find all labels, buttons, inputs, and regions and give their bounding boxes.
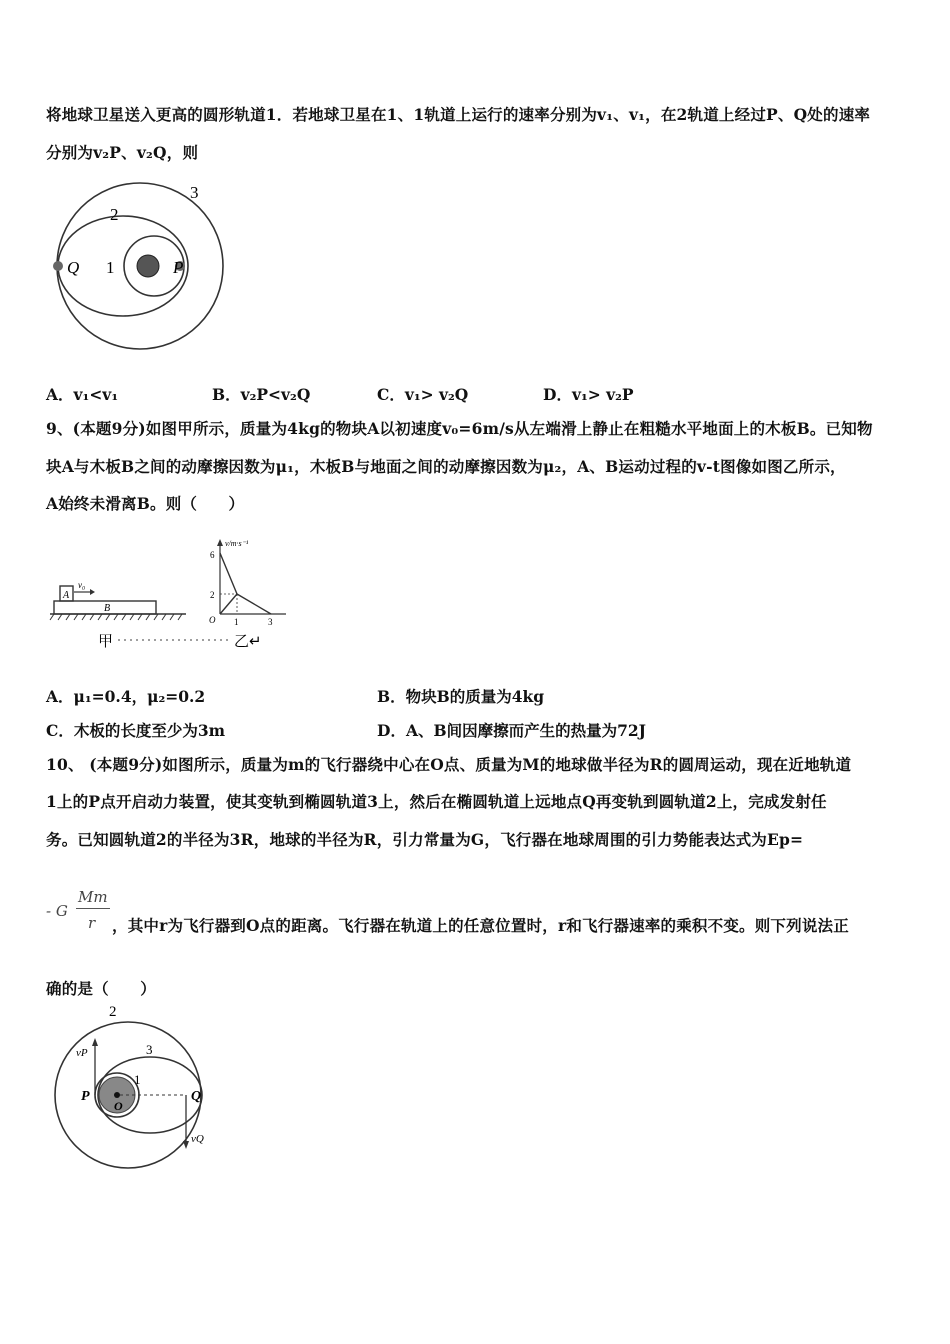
formula-denominator: r <box>88 914 96 932</box>
q8-text-line2: 分别为v₂P、v₂Q，则 <box>46 143 199 162</box>
q10-orbit-figure <box>40 1000 220 1170</box>
q8-label-3: 3 <box>190 183 199 202</box>
q9-option-a[interactable]: A．μ₁=0.4，μ₂=0.2 <box>46 687 206 706</box>
v0-arrow-head <box>90 589 95 595</box>
label-jia: 甲 <box>98 632 114 650</box>
q10-text-line3: 务。已知圆轨道2的半径为3R，地球的半径为R，引力常量为G，飞行器在地球周围的引力势能表达式为Ep= <box>46 830 804 849</box>
q10-text-line5: 确的是（ ） <box>46 979 156 998</box>
vt-tick-x1: 1 <box>234 617 239 627</box>
center-o-dot <box>114 1092 120 1098</box>
vt-tick-2: 2 <box>210 590 215 600</box>
vt-origin: O <box>209 615 216 625</box>
vt-line-a <box>220 553 237 594</box>
q9-figure <box>46 530 296 655</box>
vt-y-arrow <box>217 539 223 546</box>
q8-text-line1: 将地球卫星送入更高的圆形轨道1．若地球卫星在1、1轨道上运行的速率分别为v₁、v₁，在2轨道上经过P、Q处的速率 <box>46 105 871 124</box>
vq-arrow-head <box>183 1141 189 1149</box>
q10-label-2: 2 <box>109 1004 117 1020</box>
label-board-b: B <box>104 603 111 614</box>
formula-prefix: - G <box>46 902 68 920</box>
formula-numerator: Mm <box>78 888 108 906</box>
q9-option-c[interactable]: C．木板的长度至少为3m <box>46 721 226 740</box>
q10-text-line2: 1上的P点开启动力装置，使其变轨到椭圆轨道3上，然后在椭圆轨道上远地点Q再变轨到圆轨道2上，完成发射任 <box>46 792 827 811</box>
q10-label-3: 3 <box>146 1042 153 1057</box>
q9-text-line1: 9、(本题9分)如图甲所示，质量为4kg的物块A以初速度v₀=6m/s从左端滑上静止在粗糙水平地面上的木板B。已知物 <box>46 419 873 438</box>
q9-text-line3: A始终未滑离B。则（ ） <box>46 494 245 513</box>
label-v0: v₀ <box>78 580 86 590</box>
ground-hatch <box>50 614 182 620</box>
label-block-a: A <box>63 590 70 601</box>
label-yi: 乙↵ <box>234 632 262 650</box>
q8-option-d[interactable]: D．v₁> v₂P <box>543 385 634 404</box>
vt-tick-x3: 3 <box>268 617 273 627</box>
q8-label-2: 2 <box>110 205 119 224</box>
q9-text-line2: 块A与木板B之间的动摩擦因数为μ₁，木板B与地面之间的动摩擦因数为μ₂，A、B运动过程的v-t图像如图乙所示， <box>46 457 846 476</box>
q10-label-q: Q <box>191 1089 202 1104</box>
q10-text-line1: 10、 (本题9分)如图所示，质量为m的飞行器绕中心在O点、质量为M的地球做半径为R的圆周运动，现在近地轨道 <box>46 755 852 774</box>
q8-option-b[interactable]: B．v₂P<v₂Q <box>212 385 311 404</box>
q8-orbit-figure <box>50 176 230 356</box>
q10-label-o: O <box>114 1099 123 1113</box>
q10-label-vq: vQ <box>191 1133 204 1145</box>
earth-icon <box>137 255 159 277</box>
q8-option-c[interactable]: C．v₁> v₂Q <box>377 385 469 404</box>
q10-label-vp: vP <box>76 1047 88 1059</box>
q8-option-a[interactable]: A．v₁<v₁ <box>46 385 119 404</box>
formula-bar <box>76 908 110 909</box>
q9-option-b[interactable]: B．物块B的质量为4kg <box>377 687 545 706</box>
vt-line-common <box>237 594 271 614</box>
q9-option-d[interactable]: D．A、B间因摩擦而产生的热量为72J <box>377 721 646 740</box>
q8-label-p: P <box>173 258 184 277</box>
point-q-dot <box>53 261 63 271</box>
vt-tick-6: 6 <box>210 550 215 560</box>
q8-label-1: 1 <box>106 258 115 277</box>
vt-line-b <box>220 594 237 614</box>
q10-label-1: 1 <box>134 1072 141 1087</box>
q8-label-q: Q <box>67 258 80 277</box>
q10-label-p: P <box>81 1089 90 1104</box>
q10-text-line4: ，其中r为飞行器到O点的距离。飞行器在轨道上的任意位置时，r和飞行器速率的乘积不变。则下列说法正 <box>112 916 849 935</box>
vp-arrow-head <box>92 1038 98 1046</box>
vt-axis-label: v/m·s⁻¹ <box>225 539 249 548</box>
